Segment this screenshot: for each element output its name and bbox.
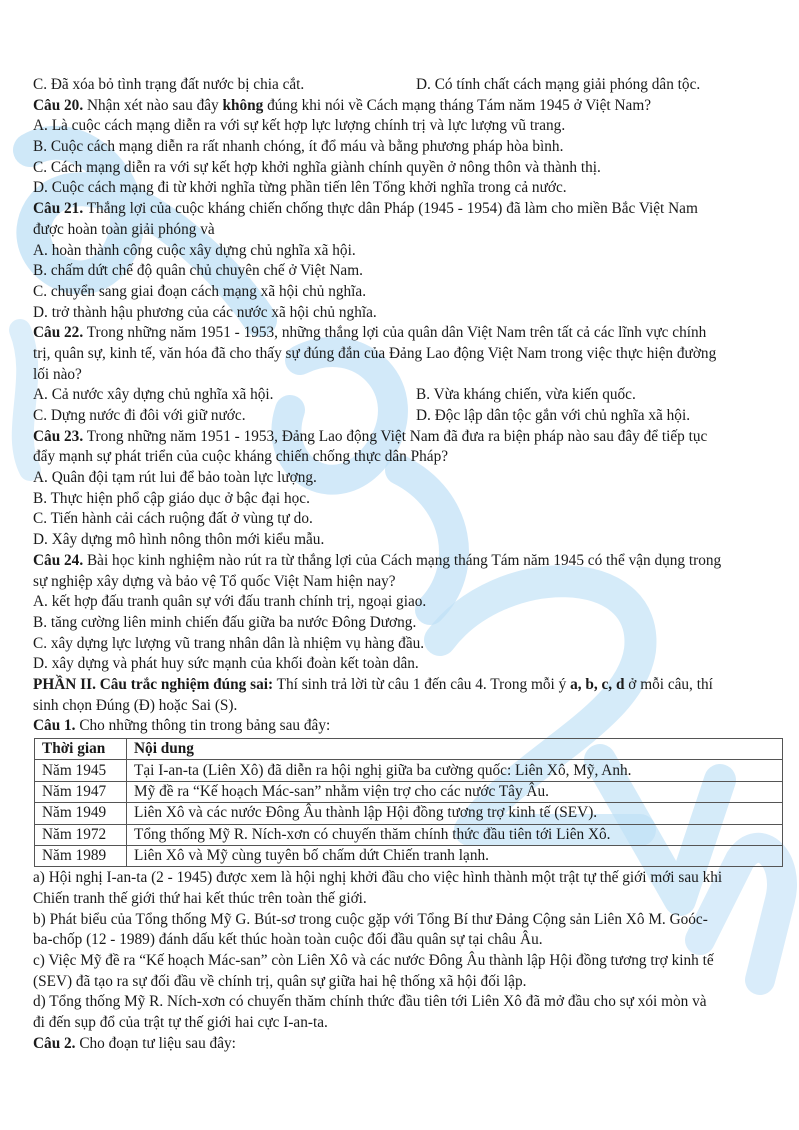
part2-title: PHẦN II. Câu trắc nghiệm đúng sai: (33, 675, 274, 693)
q20-option-a: A. Là cuộc cách mạng diễn ra với sự kết hợp lực lượng chính trị và lực lượng vũ trang. (33, 117, 566, 135)
table-cell-content: Tổng thống Mỹ R. Ních-xơn có chuyến thăm chính thức đầu tiên tới Liên Xô. (127, 824, 783, 845)
tf-q2-stem-text: Cho đoạn tư liệu sau đây: (75, 1034, 236, 1052)
table-row (35, 845, 783, 866)
table-header-time: Thời gian (35, 739, 127, 760)
q20-label: Câu 20. (33, 96, 84, 114)
tf-q2-label: Câu 2. (33, 1034, 76, 1052)
q24-option-c: C. xây dựng lực lượng vũ trang nhân dân là nhiệm vụ hàng đầu. (33, 634, 425, 652)
q22-stem-line3: lối nào? (33, 365, 82, 383)
tf-q1-statement-a-line1: a) Hội nghị I-an-ta (2 - 1945) được xem là hội nghị khởi đầu cho việc hình thành một trật tự thế giới mới sau khi (33, 869, 723, 887)
q20-option-c: C. Cách mạng diễn ra với sự kết hợp khởi nghĩa giành chính quyền ở nông thôn và thành thị. (33, 158, 601, 176)
q19-options-row (33, 75, 783, 96)
table-row (35, 803, 783, 824)
q24-stem-line2: sự nghiệp xây dựng và bảo vệ Tổ quốc Việt Nam hiện nay? (33, 572, 396, 590)
table-row (35, 781, 783, 802)
q22-stem-line2: trị, quân sự, kinh tế, văn hóa đã cho thấy sự đúng đắn của Đảng Lao động Việt Nam trong việc thực hiện đường (33, 344, 717, 362)
q22-options-row-1 (33, 385, 783, 406)
q19-option-d: D. Có tính chất cách mạng giải phóng dân tộc. (416, 76, 701, 93)
q24-stem (33, 551, 783, 572)
tf-q1-statement-d-line2: đi đến sụp đổ của trật tự thế giới hai cực I-an-ta. (33, 1014, 328, 1032)
events-table (34, 738, 783, 867)
table-cell-content: Mỹ đề ra “Kế hoạch Mác-san” nhằm viện trợ cho các nước Tây Âu. (127, 781, 783, 802)
q20-option-d: D. Cuộc cách mạng đi từ khởi nghĩa từng phần tiến lên Tổng khởi nghĩa trong cả nước. (33, 179, 567, 197)
q20-stem-pre: Nhận xét nào sau đây (83, 96, 223, 114)
q23-option-c: C. Tiến hành cải cách ruộng đất ở vùng tự do. (33, 510, 313, 528)
part2-instr-pre: Thí sinh trả lời từ câu 1 đến câu 4. Trong mỗi ý (273, 675, 571, 693)
q20-stem-post: đúng khi nói về Cách mạng tháng Tám năm 1945 ở Việt Nam? (263, 96, 652, 114)
q21-stem-line2: được hoàn toàn giải phóng và (33, 220, 215, 238)
exam-page (33, 75, 783, 1055)
q22-label: Câu 22. (33, 324, 84, 342)
tf-q1-label: Câu 1. (33, 717, 76, 735)
part2-instr-post: ở mỗi câu, thí (624, 675, 713, 693)
tf-q1-stem-text: Cho những thông tin trong bảng sau đây: (75, 717, 331, 735)
q21-stem-line1: Thắng lợi của cuộc kháng chiến chống thực dân Pháp (1945 - 1954) đã làm cho miền Bắc Việt Nam (83, 200, 698, 218)
q21-stem (33, 199, 783, 220)
tf-q1-statement-b-line1: b) Phát biểu của Tổng thống Mỹ G. Bút-sơ trong cuộc gặp với Tổng Bí thư Đảng Cộng sản Liên Xô M. Goóc- (33, 910, 708, 928)
q22-option-d: D. Độc lập dân tộc gắn với chủ nghĩa xã hội. (416, 407, 691, 424)
table-cell-year: Năm 1949 (35, 803, 127, 824)
q24-option-d: D. xây dựng và phát huy sức mạnh của khối đoàn kết toàn dân. (33, 655, 419, 673)
q21-option-d: D. trở thành hậu phương của các nước xã hội chủ nghĩa. (33, 303, 377, 321)
q24-label: Câu 24. (33, 551, 84, 569)
q22-option-b: B. Vừa kháng chiến, vừa kiến quốc. (416, 386, 636, 404)
table-cell-year: Năm 1945 (35, 760, 127, 781)
part2-instr-line2: sinh chọn Đúng (Đ) hoặc Sai (S). (33, 696, 238, 714)
q22-option-c: C. Dựng nước đi đôi với giữ nước. (33, 407, 246, 424)
q23-option-a: A. Quân đội tạm rút lui để bảo toàn lực lượng. (33, 469, 317, 487)
q22-option-a: A. Cả nước xây dựng chủ nghĩa xã hội. (33, 386, 274, 404)
q22-stem-line1: Trong những năm 1951 - 1953, những thắng lợi của quân dân Việt Nam trên tất cả các lĩnh vực chính (83, 324, 707, 342)
q20-option-b: B. Cuộc cách mạng diễn ra rất nhanh chóng, ít đổ máu và bằng phương pháp hòa bình. (33, 138, 564, 156)
q21-option-a: A. hoàn thành công cuộc xây dựng chủ nghĩa xã hội. (33, 241, 356, 259)
q23-label: Câu 23. (33, 427, 84, 445)
q23-stem (33, 427, 783, 448)
q20-stem (33, 96, 783, 117)
q22-stem (33, 323, 783, 344)
q23-option-d: D. Xây dựng mô hình nông thôn mới kiểu mẫu. (33, 531, 325, 549)
tf-q1-statement-a-line2: Chiến tranh thế giới thứ hai kết thúc trên toàn thế giới. (33, 890, 367, 908)
tf-q1-statement-d-line1: d) Tổng thống Mỹ R. Ních-xơn có chuyến thăm chính thức đầu tiên tới Liên Xô đã mở đầu cho sự xói mòn và (33, 993, 707, 1011)
q24-option-b: B. tăng cường liên minh chiến đấu giữa ba nước Đông Dương. (33, 613, 417, 631)
tf-q2-stem (33, 1034, 783, 1055)
q21-option-b: B. chấm dứt chế độ quân chủ chuyên chế ở Việt Nam. (33, 262, 363, 280)
table-cell-year: Năm 1989 (35, 845, 127, 866)
q20-stem-emphasis: không (222, 96, 264, 114)
part2-heading (33, 675, 783, 696)
table-cell-year: Năm 1972 (35, 824, 127, 845)
table-cell-content: Liên Xô và các nước Đông Âu thành lập Hội đồng tương trợ kinh tế (SEV). (127, 803, 783, 824)
table-cell-year: Năm 1947 (35, 781, 127, 802)
table-cell-content: Tại I-an-ta (Liên Xô) đã diễn ra hội nghị giữa ba cường quốc: Liên Xô, Mỹ, Anh. (127, 760, 783, 781)
tf-q1-statement-c-line1: c) Việc Mỹ đề ra “Kế hoạch Mác-san” còn Liên Xô và các nước Đông Âu thành lập Hội đồng tương trợ kinh tế (33, 952, 714, 970)
table-header-row (35, 739, 783, 760)
q22-options-row-2 (33, 406, 783, 427)
q23-stem-line1: Trong những năm 1951 - 1953, Đảng Lao động Việt Nam đã đưa ra biện pháp nào sau đây để tiếp tục (83, 427, 708, 445)
q21-label: Câu 21. (33, 200, 84, 218)
q24-option-a: A. kết hợp đấu tranh quân sự với đấu tranh chính trị, ngoại giao. (33, 593, 427, 611)
q21-option-c: C. chuyển sang giai đoạn cách mạng xã hội chủ nghĩa. (33, 282, 367, 300)
table-header-content: Nội dung (127, 739, 783, 760)
tf-q1-stem (33, 716, 783, 737)
table-cell-content: Liên Xô và Mỹ cùng tuyên bố chấm dứt Chiến tranh lạnh. (127, 845, 783, 866)
q19-option-c: C. Đã xóa bỏ tình trạng đất nước bị chia cắt. (33, 76, 305, 93)
table-row (35, 824, 783, 845)
tf-q1-statement-b-line2: ba-chốp (12 - 1989) đánh dấu kết thúc hoàn toàn cuộc đối đầu quân sự tại châu Âu. (33, 931, 543, 949)
q24-stem-line1: Bài học kinh nghiệm nào rút ra từ thắng lợi của Cách mạng tháng Tám năm 1945 có thể vận dụng trong (83, 551, 722, 569)
table-row (35, 760, 783, 781)
q23-stem-line2: đẩy mạnh sự phát triển của cuộc kháng chiến chống thực dân Pháp? (33, 448, 449, 466)
q23-option-b: B. Thực hiện phổ cập giáo dục ở bậc đại học. (33, 489, 310, 507)
part2-instr-emphasis: a, b, c, d (570, 675, 625, 693)
tf-q1-statement-c-line2: (SEV) đã tạo ra sự đối đầu về chính trị, quân sự giữa hai hệ thống xã hội đối lập. (33, 972, 527, 990)
